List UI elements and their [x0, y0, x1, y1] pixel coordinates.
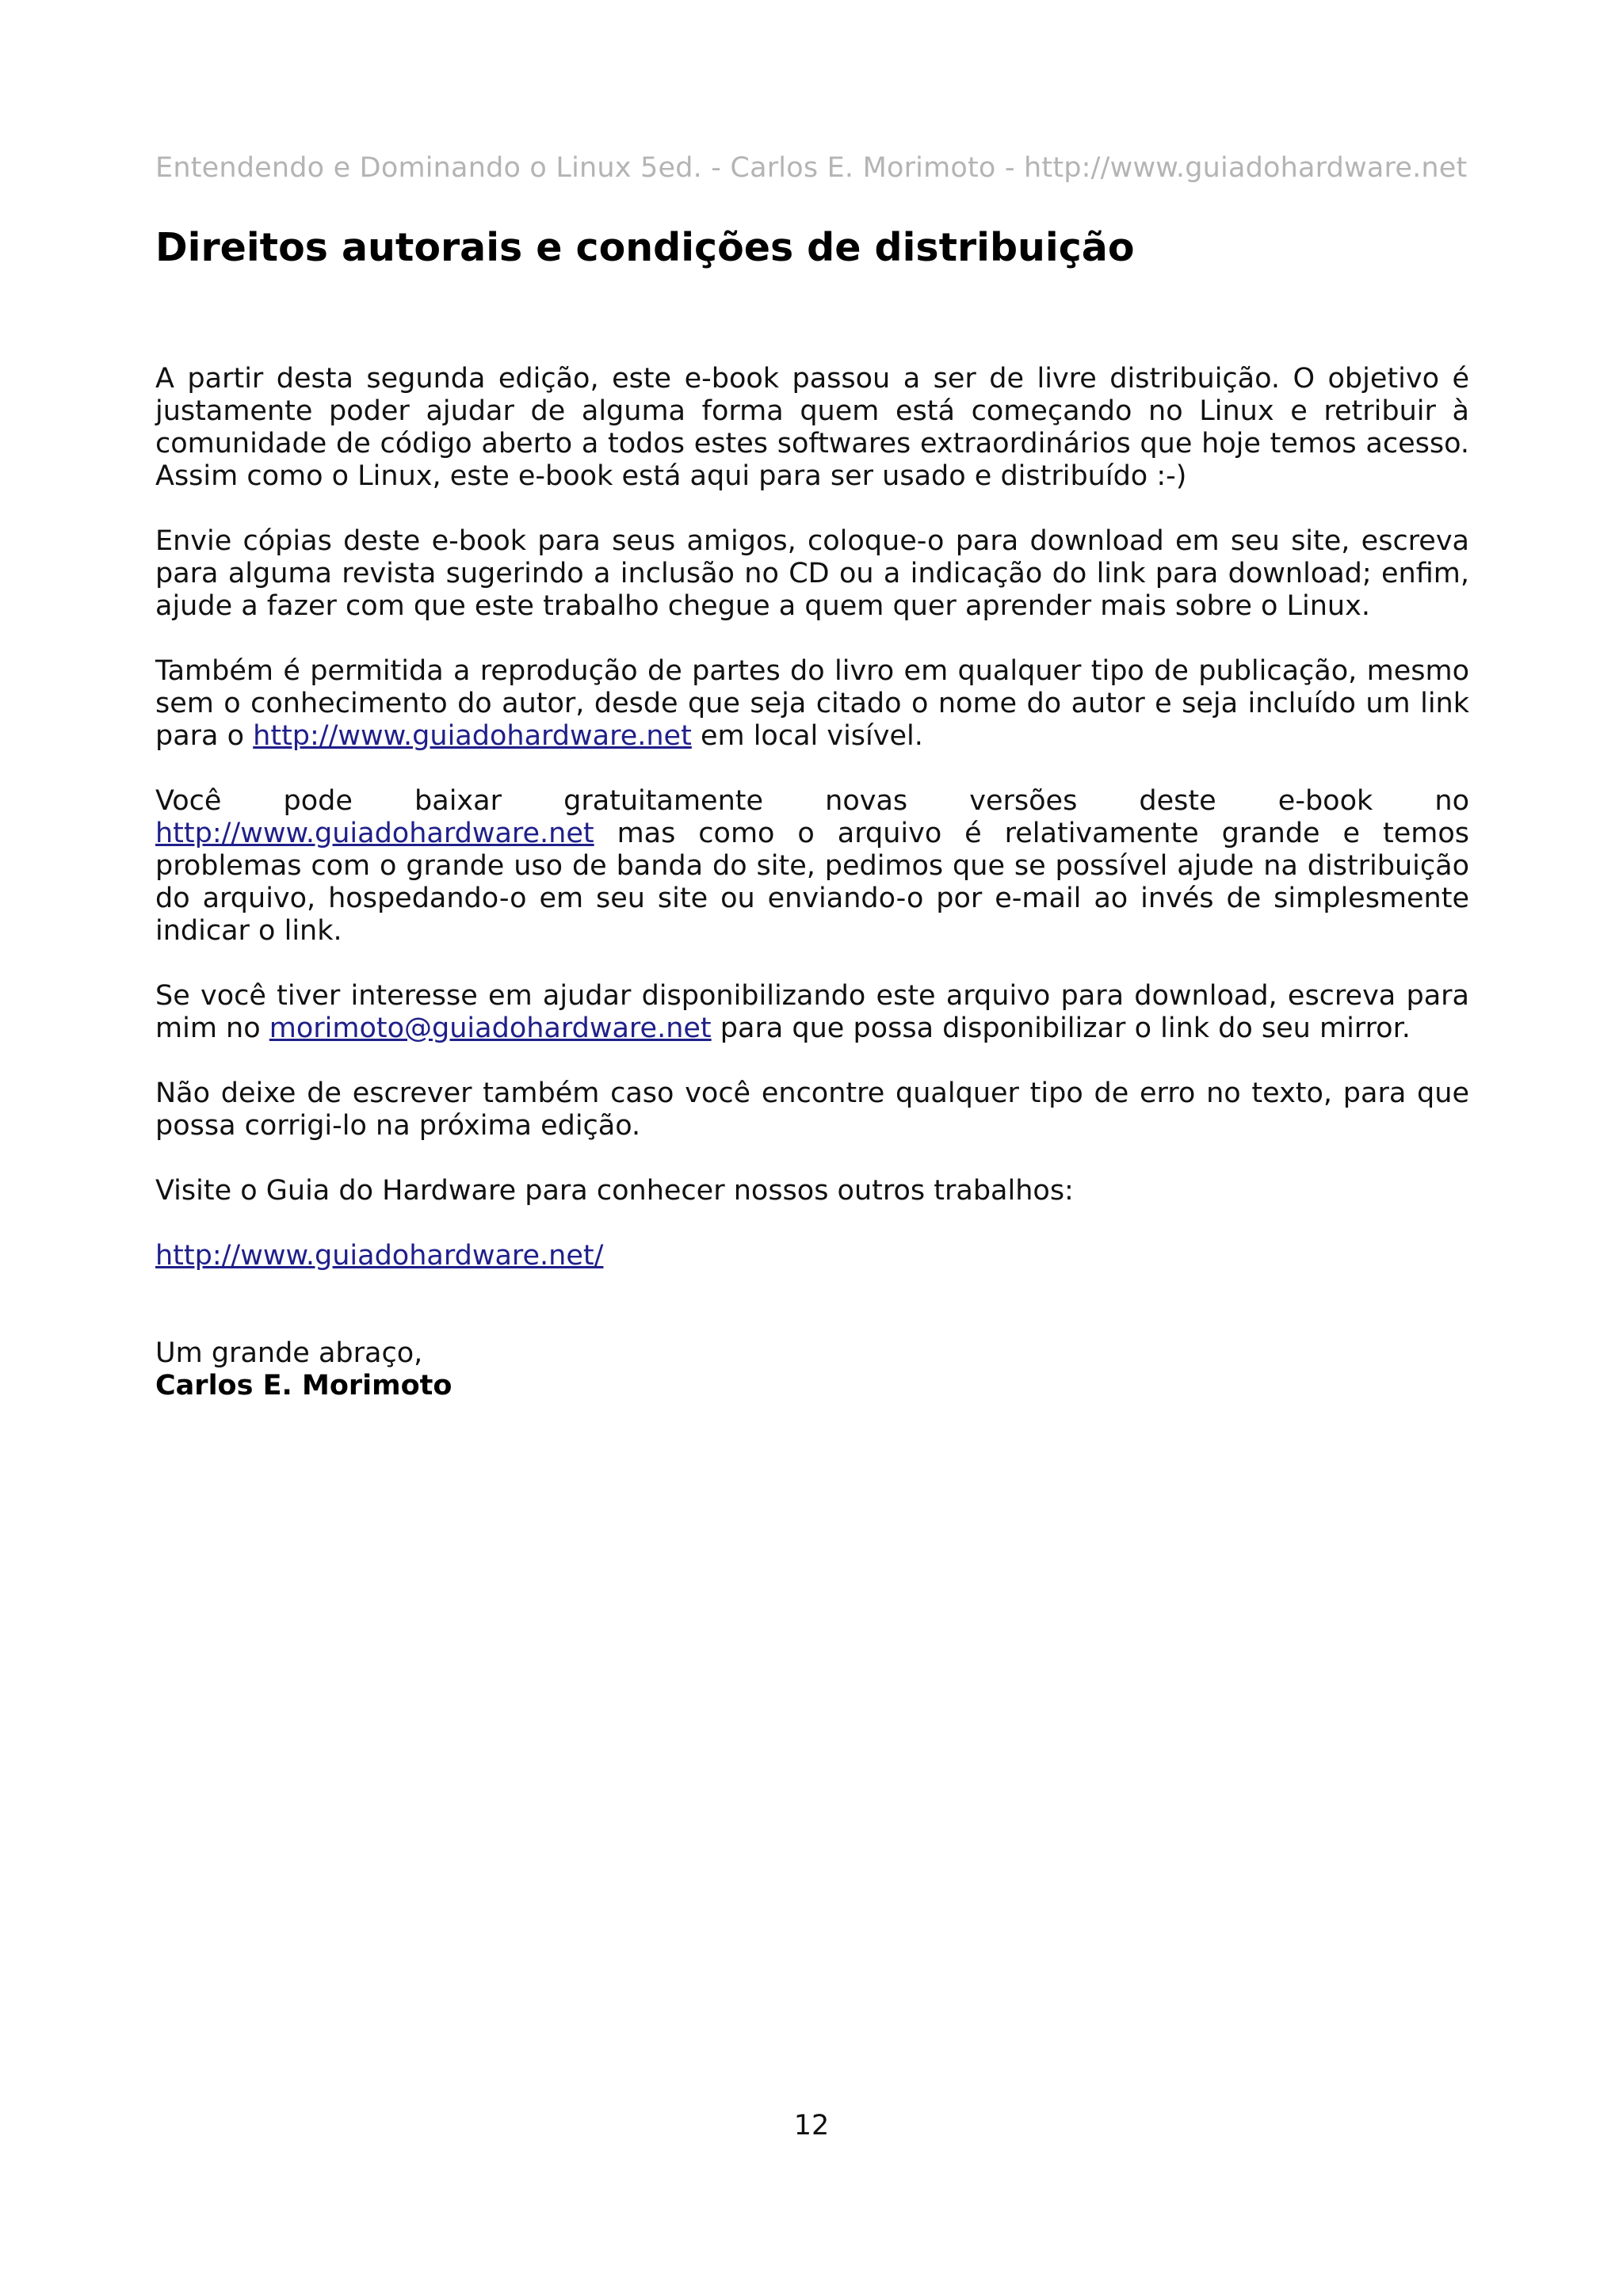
paragraph-free-distribution: A partir desta segunda edição, este e-book passou a ser de livre distribuição. O objetivo é justamente poder ajudar de alguma forma quem está começando no Linux e retribuir à comunidade de código aberto a todos estes softwares extraordinários que hoje temos acesso. Assim como o Linux, este e-book está aqui para ser usado e distribuído :-): [155, 363, 1469, 492]
paragraph-report-errors: Não deixe de escrever também caso você encontre qualquer tipo de erro no texto, para que possa corrigi-lo na próxima edição.: [155, 1077, 1469, 1142]
paragraph-reproduction: [155, 655, 1469, 753]
page-title: Direitos autorais e condições de distribuição: [155, 225, 1135, 270]
paragraph-text: em local visível.: [691, 720, 923, 752]
page-number: 12: [793, 2110, 830, 2142]
paragraph-text: Também é permitida a reprodução de partes do livro em qualquer tipo de publicação, mesmo sem o conhecimento do autor, desde que seja citado o nome do autor e seja incluído um link para o: [155, 655, 1469, 752]
paragraph-text: Você pode baixar gratuitamente novas versões deste e-book no: [155, 785, 1469, 817]
site-link[interactable]: http://www.guiadohardware.net: [155, 818, 594, 849]
paragraph-share-copies: Envie cópias deste e-book para seus amigos, coloque-o para download em seu site, escreva para alguma revista sugerindo a inclusão no CD ou a indicação do link para download; enfim, ajude a fazer com que este trabalho chegue a quem quer aprender mais sobre o Linux.: [155, 525, 1469, 622]
site-link[interactable]: http://www.guiadohardware.net: [253, 720, 692, 752]
email-link[interactable]: morimoto@guiadohardware.net: [269, 1013, 712, 1044]
paragraph-site-url: [155, 1240, 1469, 1272]
document-body: [155, 363, 1469, 1402]
paragraph-download-versions: [155, 785, 1469, 948]
paragraph-text: para que possa disponibilizar o link do seu mirror.: [711, 1013, 1411, 1044]
paragraph-visit: Visite o Guia do Hardware para conhecer nossos outros trabalhos:: [155, 1175, 1074, 1207]
closing-greeting: Um grande abraço,: [155, 1337, 423, 1369]
paragraph-mirror: [155, 980, 1469, 1045]
author-signature: Carlos E. Morimoto: [155, 1370, 453, 1402]
paragraph-text: Se você tiver interesse em ajudar disponibilizando este arquivo para download, escreva para mim no: [155, 980, 1469, 1044]
paragraph-text: mas como o arquivo é relativamente grande e temos problemas com o grande uso de banda do site, pedimos que se possível ajude na distribuição do arquivo, hospedando-o em seu site ou enviando-o por e-mail ao invés de simplesmente indicar o link.: [155, 818, 1469, 947]
spacer: [155, 1305, 1469, 1337]
site-home-link[interactable]: http://www.guiadohardware.net/: [155, 1240, 604, 1272]
running-header: Entendendo e Dominando o Linux 5ed. - Carlos E. Morimoto - http://www.guiadohardware.net: [155, 152, 1468, 184]
